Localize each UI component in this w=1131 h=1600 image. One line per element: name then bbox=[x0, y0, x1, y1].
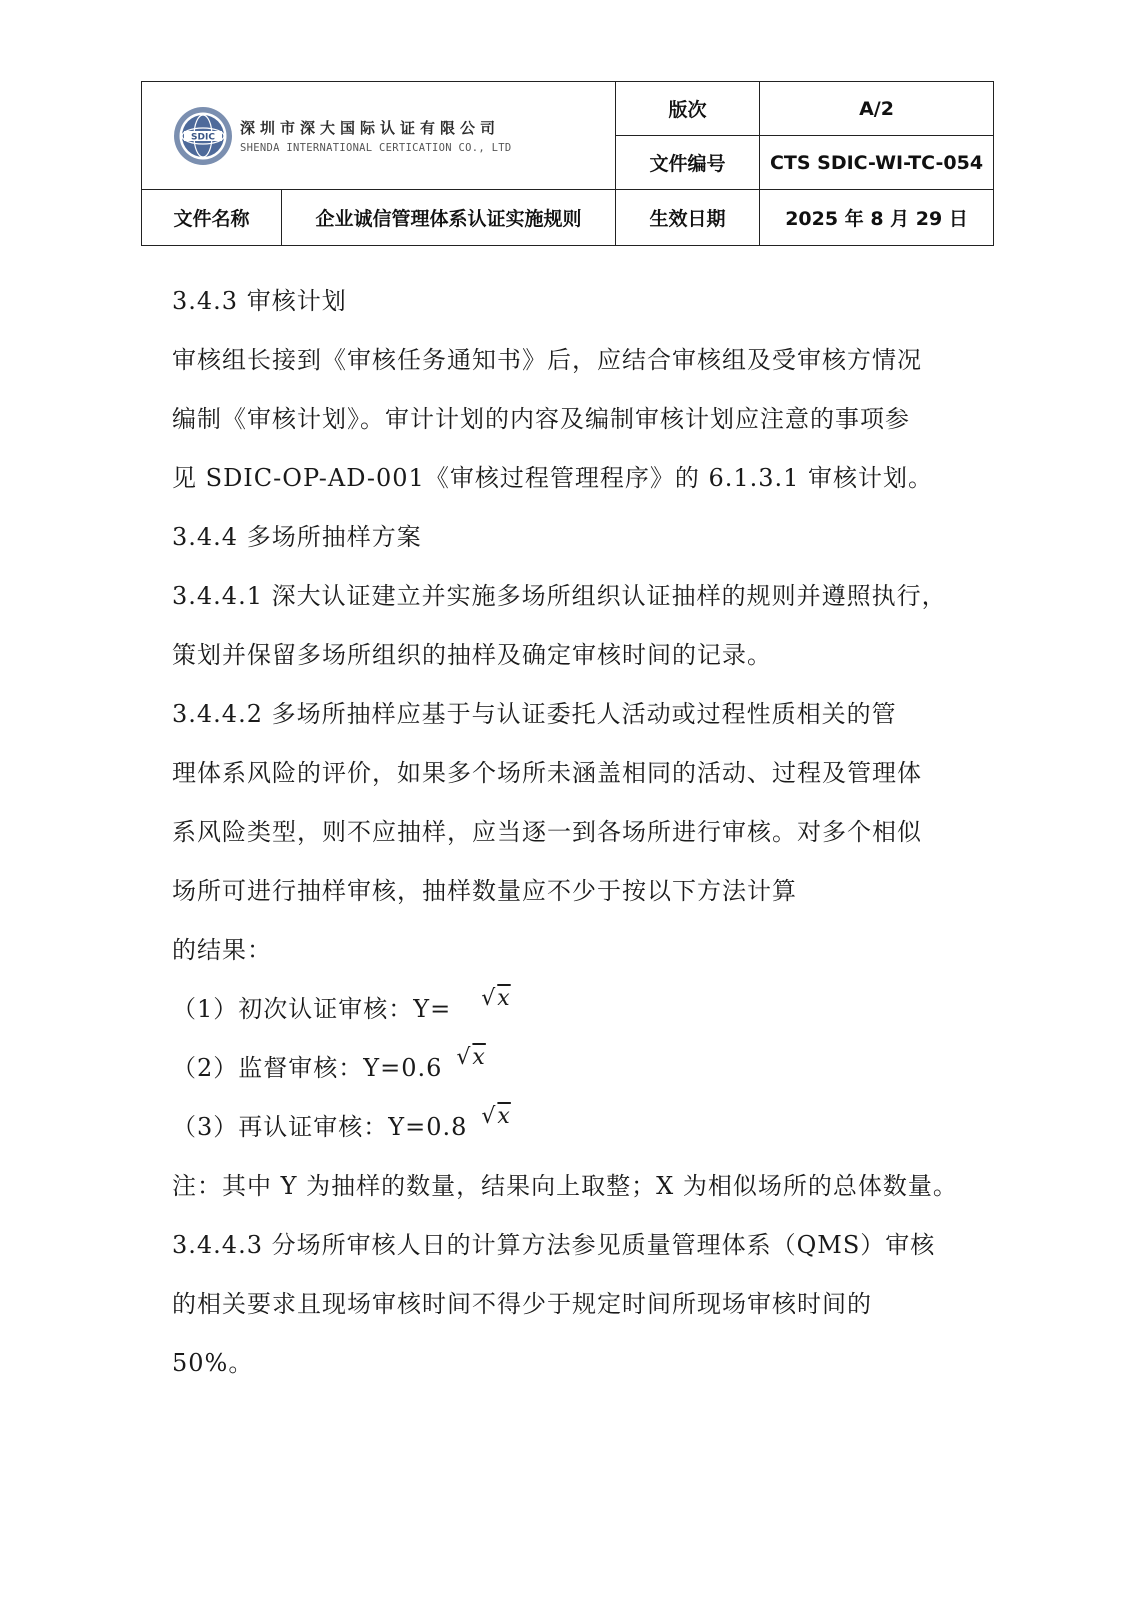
paragraph-line: 编制《审核计划》。审计计划的内容及编制审核计划应注意的事项参 bbox=[172, 405, 910, 433]
paragraph-line: 50%。 bbox=[172, 1349, 254, 1377]
doc-name-label: 文件名称 bbox=[142, 190, 282, 246]
formula-label: （1）初次认证审核：Y= bbox=[172, 995, 452, 1023]
doc-number-value: CTS SDIC-WI-TC-054 bbox=[760, 136, 994, 190]
formula-surveillance bbox=[172, 1039, 972, 1098]
version-label: 版次 bbox=[616, 82, 760, 136]
paragraph-line: 的相关要求且现场审核时间不得少于规定时间所现场审核时间的 bbox=[172, 1290, 872, 1318]
formula-initial-certification bbox=[172, 980, 972, 1039]
formula-label: （2）监督审核：Y=0.6 bbox=[172, 1054, 443, 1082]
effective-date-value: 2025 年 8 月 29 日 bbox=[760, 190, 994, 246]
document-body bbox=[172, 272, 972, 1393]
svg-text:SDIC: SDIC bbox=[191, 132, 215, 142]
paragraph-line: 见 SDIC-OP-AD-001《审核过程管理程序》的 6.1.3.1 审核计划。 bbox=[172, 464, 934, 492]
paragraph-line: 审核组长接到《审核任务通知书》后，应结合审核组及受审核方情况 bbox=[172, 346, 922, 374]
company-logo-cell bbox=[142, 82, 616, 190]
formula-recertification bbox=[172, 1098, 972, 1157]
doc-number-label: 文件编号 bbox=[616, 136, 760, 190]
square-root-x: √x bbox=[481, 1104, 511, 1129]
paragraph-line: 系风险类型，则不应抽样，应当逐一到各场所进行审核。对多个相似 bbox=[172, 818, 922, 846]
sdic-logo-icon bbox=[172, 105, 234, 167]
document-header-table bbox=[141, 81, 994, 246]
square-root-x: √x bbox=[481, 986, 511, 1011]
square-root-x: √x bbox=[456, 1045, 486, 1070]
section-heading: 3.4.3 审核计划 bbox=[172, 287, 347, 315]
effective-date-label: 生效日期 bbox=[616, 190, 760, 246]
paragraph-line: 策划并保留多场所组织的抽样及确定审核时间的记录。 bbox=[172, 641, 772, 669]
section-heading: 3.4.4 多场所抽样方案 bbox=[172, 523, 422, 551]
formula-label: （3）再认证审核：Y=0.8 bbox=[172, 1113, 468, 1141]
paragraph-line: 理体系风险的评价，如果多个场所未涵盖相同的活动、过程及管理体 bbox=[172, 759, 922, 787]
note-line: 注：其中 Y 为抽样的数量，结果向上取整；X 为相似场所的总体数量。 bbox=[172, 1172, 958, 1200]
company-name-cn: 深圳市深大国际认证有限公司 bbox=[240, 119, 501, 137]
paragraph-line: 3.4.4.2 多场所抽样应基于与认证委托人活动或过程性质相关的管 bbox=[172, 700, 897, 728]
paragraph-line: 场所可进行抽样审核，抽样数量应不少于按以下方法计算 bbox=[172, 877, 797, 905]
version-value: A/2 bbox=[760, 82, 994, 136]
doc-name-value: 企业诚信管理体系认证实施规则 bbox=[282, 190, 616, 246]
company-name-en: SHENDA INTERNATIONAL CERTICATION CO., LTD bbox=[240, 142, 512, 154]
paragraph-line: 3.4.4.3 分场所审核人日的计算方法参见质量管理体系（QMS）审核 bbox=[172, 1231, 936, 1259]
paragraph-line: 的结果： bbox=[172, 936, 272, 964]
paragraph-line: 3.4.4.1 深大认证建立并实施多场所组织认证抽样的规则并遵照执行， bbox=[172, 582, 947, 610]
